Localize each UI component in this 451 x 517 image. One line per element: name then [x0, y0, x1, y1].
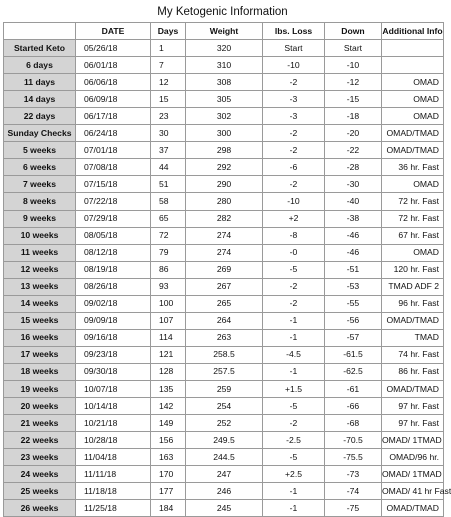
keto-log-table [3, 22, 451, 517]
lbs-loss-cell: -3 [263, 91, 325, 108]
weight-cell: 298 [186, 142, 263, 159]
lbs-loss-cell: -2 [263, 74, 325, 91]
table-row [4, 261, 444, 278]
table-row [4, 380, 444, 397]
lbs-loss-cell: -2 [263, 142, 325, 159]
down-cell: -61.5 [325, 346, 382, 363]
lbs-loss-cell: -2 [263, 278, 325, 295]
date-cell: 07/29/18 [76, 210, 151, 227]
table-row [4, 432, 444, 449]
days-cell: 156 [151, 432, 186, 449]
down-cell: -30 [325, 176, 382, 193]
table-row [4, 295, 444, 312]
weight-cell: 258.5 [186, 346, 263, 363]
table-row [4, 312, 444, 329]
weight-cell: 290 [186, 176, 263, 193]
weight-cell: 247 [186, 466, 263, 483]
days-cell: 23 [151, 108, 186, 125]
additional-info-cell: 97 hr. Fast [382, 398, 444, 415]
down-cell: -53 [325, 278, 382, 295]
table-row [4, 91, 444, 108]
days-cell: 79 [151, 244, 186, 261]
down-cell: -10 [325, 57, 382, 74]
days-cell: 65 [151, 210, 186, 227]
days-cell: 128 [151, 363, 186, 380]
lbs-loss-cell: Start [263, 40, 325, 57]
days-cell: 170 [151, 466, 186, 483]
row-label: 16 weeks [4, 329, 76, 346]
additional-info-cell: OMAD [382, 91, 444, 108]
date-cell: 10/14/18 [76, 398, 151, 415]
date-cell: 11/04/18 [76, 449, 151, 466]
weight-cell: 246 [186, 483, 263, 500]
row-label: 6 days [4, 57, 76, 74]
table-row [4, 40, 444, 57]
additional-info-cell: OMAD/TMAD [382, 500, 444, 517]
down-cell: -75 [325, 500, 382, 517]
table-row [4, 500, 444, 517]
weight-cell: 257.5 [186, 363, 263, 380]
down-cell: -51 [325, 261, 382, 278]
date-cell: 07/22/18 [76, 193, 151, 210]
down-cell: -57 [325, 329, 382, 346]
additional-info-cell: OMAD/TMAD [382, 125, 444, 142]
additional-info-cell: 96 hr. Fast [382, 295, 444, 312]
date-cell: 09/16/18 [76, 329, 151, 346]
additional-info-cell: OMAD/TMAD [382, 312, 444, 329]
row-label: 23 weeks [4, 449, 76, 466]
lbs-loss-cell: -2 [263, 125, 325, 142]
additional-info-cell: OMAD/96 hr. [382, 449, 444, 466]
date-cell: 11/18/18 [76, 483, 151, 500]
header-row [4, 23, 444, 40]
lbs-loss-cell: -1 [263, 363, 325, 380]
row-label: 26 weeks [4, 500, 76, 517]
header-weight: Weight [186, 23, 263, 40]
date-cell: 09/02/18 [76, 295, 151, 312]
additional-info-cell: OMAD [382, 108, 444, 125]
days-cell: 149 [151, 415, 186, 432]
weight-cell: 254 [186, 398, 263, 415]
down-cell: -20 [325, 125, 382, 142]
additional-info-cell: TMAD ADF 2 [382, 278, 444, 295]
down-cell: -62.5 [325, 363, 382, 380]
row-label: 7 weeks [4, 176, 76, 193]
days-cell: 44 [151, 159, 186, 176]
weight-cell: 245 [186, 500, 263, 517]
additional-info-cell: OMAD/ 1TMAD [382, 432, 444, 449]
down-cell: -22 [325, 142, 382, 159]
row-label: 22 days [4, 108, 76, 125]
weight-cell: 265 [186, 295, 263, 312]
days-cell: 37 [151, 142, 186, 159]
additional-info-cell: 86 hr. Fast [382, 363, 444, 380]
table-row [4, 176, 444, 193]
lbs-loss-cell: -8 [263, 227, 325, 244]
additional-info-cell [382, 40, 444, 57]
days-cell: 114 [151, 329, 186, 346]
down-cell: -15 [325, 91, 382, 108]
down-cell: -75.5 [325, 449, 382, 466]
table-row [4, 57, 444, 74]
lbs-loss-cell: +2 [263, 210, 325, 227]
weight-cell: 244.5 [186, 449, 263, 466]
table-row [4, 449, 444, 466]
date-cell: 08/05/18 [76, 227, 151, 244]
row-label: 11 weeks [4, 244, 76, 261]
date-cell: 09/09/18 [76, 312, 151, 329]
additional-info-cell: OMAD [382, 74, 444, 91]
header-lbs-loss: lbs. Loss [263, 23, 325, 40]
weight-cell: 300 [186, 125, 263, 142]
lbs-loss-cell: -1 [263, 500, 325, 517]
table-row [4, 210, 444, 227]
weight-cell: 280 [186, 193, 263, 210]
table-row [4, 398, 444, 415]
weight-cell: 263 [186, 329, 263, 346]
days-cell: 72 [151, 227, 186, 244]
down-cell: Start [325, 40, 382, 57]
days-cell: 12 [151, 74, 186, 91]
date-cell: 06/06/18 [76, 74, 151, 91]
date-cell: 11/25/18 [76, 500, 151, 517]
table-row [4, 466, 444, 483]
down-cell: -46 [325, 227, 382, 244]
row-label: 14 days [4, 91, 76, 108]
date-cell: 07/15/18 [76, 176, 151, 193]
days-cell: 142 [151, 398, 186, 415]
weight-cell: 308 [186, 74, 263, 91]
date-cell: 08/26/18 [76, 278, 151, 295]
lbs-loss-cell: -1 [263, 312, 325, 329]
date-cell: 08/19/18 [76, 261, 151, 278]
row-label: 6 weeks [4, 159, 76, 176]
row-label: 19 weeks [4, 380, 76, 397]
lbs-loss-cell: -2 [263, 295, 325, 312]
weight-cell: 259 [186, 380, 263, 397]
down-cell: -46 [325, 244, 382, 261]
date-cell: 10/28/18 [76, 432, 151, 449]
weight-cell: 302 [186, 108, 263, 125]
row-label: 9 weeks [4, 210, 76, 227]
down-cell: -18 [325, 108, 382, 125]
weight-cell: 305 [186, 91, 263, 108]
lbs-loss-cell: -5 [263, 261, 325, 278]
table-row [4, 244, 444, 261]
additional-info-cell: OMAD/TMAD [382, 142, 444, 159]
down-cell: -70.5 [325, 432, 382, 449]
table-row [4, 193, 444, 210]
table-row [4, 363, 444, 380]
table-row [4, 415, 444, 432]
additional-info-cell: 74 hr. Fast [382, 346, 444, 363]
lbs-loss-cell: -6 [263, 159, 325, 176]
table-row [4, 346, 444, 363]
row-label: 25 weeks [4, 483, 76, 500]
additional-info-cell: OMAD [382, 176, 444, 193]
days-cell: 184 [151, 500, 186, 517]
lbs-loss-cell: -2.5 [263, 432, 325, 449]
table-row [4, 159, 444, 176]
days-cell: 1 [151, 40, 186, 57]
days-cell: 93 [151, 278, 186, 295]
additional-info-cell: OMAD/ 1TMAD [382, 466, 444, 483]
table-row [4, 329, 444, 346]
table-row [4, 227, 444, 244]
lbs-loss-cell: -4.5 [263, 346, 325, 363]
days-cell: 107 [151, 312, 186, 329]
lbs-loss-cell: -3 [263, 108, 325, 125]
date-cell: 10/21/18 [76, 415, 151, 432]
weight-cell: 274 [186, 227, 263, 244]
table-row [4, 142, 444, 159]
date-cell: 09/30/18 [76, 363, 151, 380]
page-title: My Ketogenic Information [157, 6, 288, 18]
weight-cell: 252 [186, 415, 263, 432]
down-cell: -55 [325, 295, 382, 312]
lbs-loss-cell: -5 [263, 398, 325, 415]
weight-cell: 249.5 [186, 432, 263, 449]
date-cell: 06/24/18 [76, 125, 151, 142]
additional-info-cell: OMAD [382, 244, 444, 261]
days-cell: 100 [151, 295, 186, 312]
days-cell: 177 [151, 483, 186, 500]
header-down: Down [325, 23, 382, 40]
down-cell: -74 [325, 483, 382, 500]
additional-info-cell: 36 hr. Fast [382, 159, 444, 176]
additional-info-cell: 97 hr. Fast [382, 415, 444, 432]
date-cell: 09/23/18 [76, 346, 151, 363]
down-cell: -68 [325, 415, 382, 432]
weight-cell: 264 [186, 312, 263, 329]
row-label: 21 weeks [4, 415, 76, 432]
lbs-loss-cell: -0 [263, 244, 325, 261]
down-cell: -56 [325, 312, 382, 329]
row-label: 15 weeks [4, 312, 76, 329]
days-cell: 7 [151, 57, 186, 74]
additional-info-cell: 120 hr. Fast [382, 261, 444, 278]
header-date: DATE [76, 23, 151, 40]
row-label: 24 weeks [4, 466, 76, 483]
days-cell: 86 [151, 261, 186, 278]
row-label: 10 weeks [4, 227, 76, 244]
date-cell: 07/08/18 [76, 159, 151, 176]
row-label: 14 weeks [4, 295, 76, 312]
table-row [4, 278, 444, 295]
header-additional-info: Additional Info [382, 23, 444, 40]
row-label: 17 weeks [4, 346, 76, 363]
weight-cell: 282 [186, 210, 263, 227]
weight-cell: 269 [186, 261, 263, 278]
weight-cell: 310 [186, 57, 263, 74]
row-label: 18 weeks [4, 363, 76, 380]
days-cell: 51 [151, 176, 186, 193]
date-cell: 06/09/18 [76, 91, 151, 108]
row-label: Sunday Checks [4, 125, 76, 142]
additional-info-cell: TMAD [382, 329, 444, 346]
days-cell: 15 [151, 91, 186, 108]
down-cell: -66 [325, 398, 382, 415]
additional-info-cell [382, 57, 444, 74]
header-blank [4, 23, 76, 40]
down-cell: -28 [325, 159, 382, 176]
additional-info-cell: OMAD/ 41 hr Fast [382, 483, 444, 500]
lbs-loss-cell: +2.5 [263, 466, 325, 483]
weight-cell: 267 [186, 278, 263, 295]
row-label: 20 weeks [4, 398, 76, 415]
days-cell: 58 [151, 193, 186, 210]
down-cell: -40 [325, 193, 382, 210]
date-cell: 05/26/18 [76, 40, 151, 57]
days-cell: 135 [151, 380, 186, 397]
lbs-loss-cell: -2 [263, 415, 325, 432]
table-row [4, 108, 444, 125]
row-label: 5 weeks [4, 142, 76, 159]
lbs-loss-cell: -1 [263, 329, 325, 346]
weight-cell: 274 [186, 244, 263, 261]
lbs-loss-cell: +1.5 [263, 380, 325, 397]
header-days: Days [151, 23, 186, 40]
date-cell: 06/01/18 [76, 57, 151, 74]
additional-info-cell: 67 hr. Fast [382, 227, 444, 244]
row-label: Started Keto [4, 40, 76, 57]
days-cell: 30 [151, 125, 186, 142]
date-cell: 06/17/18 [76, 108, 151, 125]
lbs-loss-cell: -5 [263, 449, 325, 466]
additional-info-cell: 72 hr. Fast [382, 193, 444, 210]
table-row [4, 74, 444, 91]
table-row [4, 125, 444, 142]
lbs-loss-cell: -1 [263, 483, 325, 500]
down-cell: -12 [325, 74, 382, 91]
date-cell: 11/11/18 [76, 466, 151, 483]
date-cell: 10/07/18 [76, 380, 151, 397]
table-row [4, 483, 444, 500]
down-cell: -38 [325, 210, 382, 227]
row-label: 22 weeks [4, 432, 76, 449]
row-label: 8 weeks [4, 193, 76, 210]
weight-cell: 292 [186, 159, 263, 176]
table-body [4, 40, 451, 517]
additional-info-cell: OMAD/TMAD [382, 380, 444, 397]
lbs-loss-cell: -10 [263, 57, 325, 74]
row-label: 11 days [4, 74, 76, 91]
days-cell: 121 [151, 346, 186, 363]
date-cell: 07/01/18 [76, 142, 151, 159]
days-cell: 163 [151, 449, 186, 466]
down-cell: -61 [325, 380, 382, 397]
row-label: 12 weeks [4, 261, 76, 278]
down-cell: -73 [325, 466, 382, 483]
weight-cell: 320 [186, 40, 263, 57]
row-label: 13 weeks [4, 278, 76, 295]
lbs-loss-cell: -2 [263, 176, 325, 193]
additional-info-cell: 72 hr. Fast [382, 210, 444, 227]
date-cell: 08/12/18 [76, 244, 151, 261]
lbs-loss-cell: -10 [263, 193, 325, 210]
